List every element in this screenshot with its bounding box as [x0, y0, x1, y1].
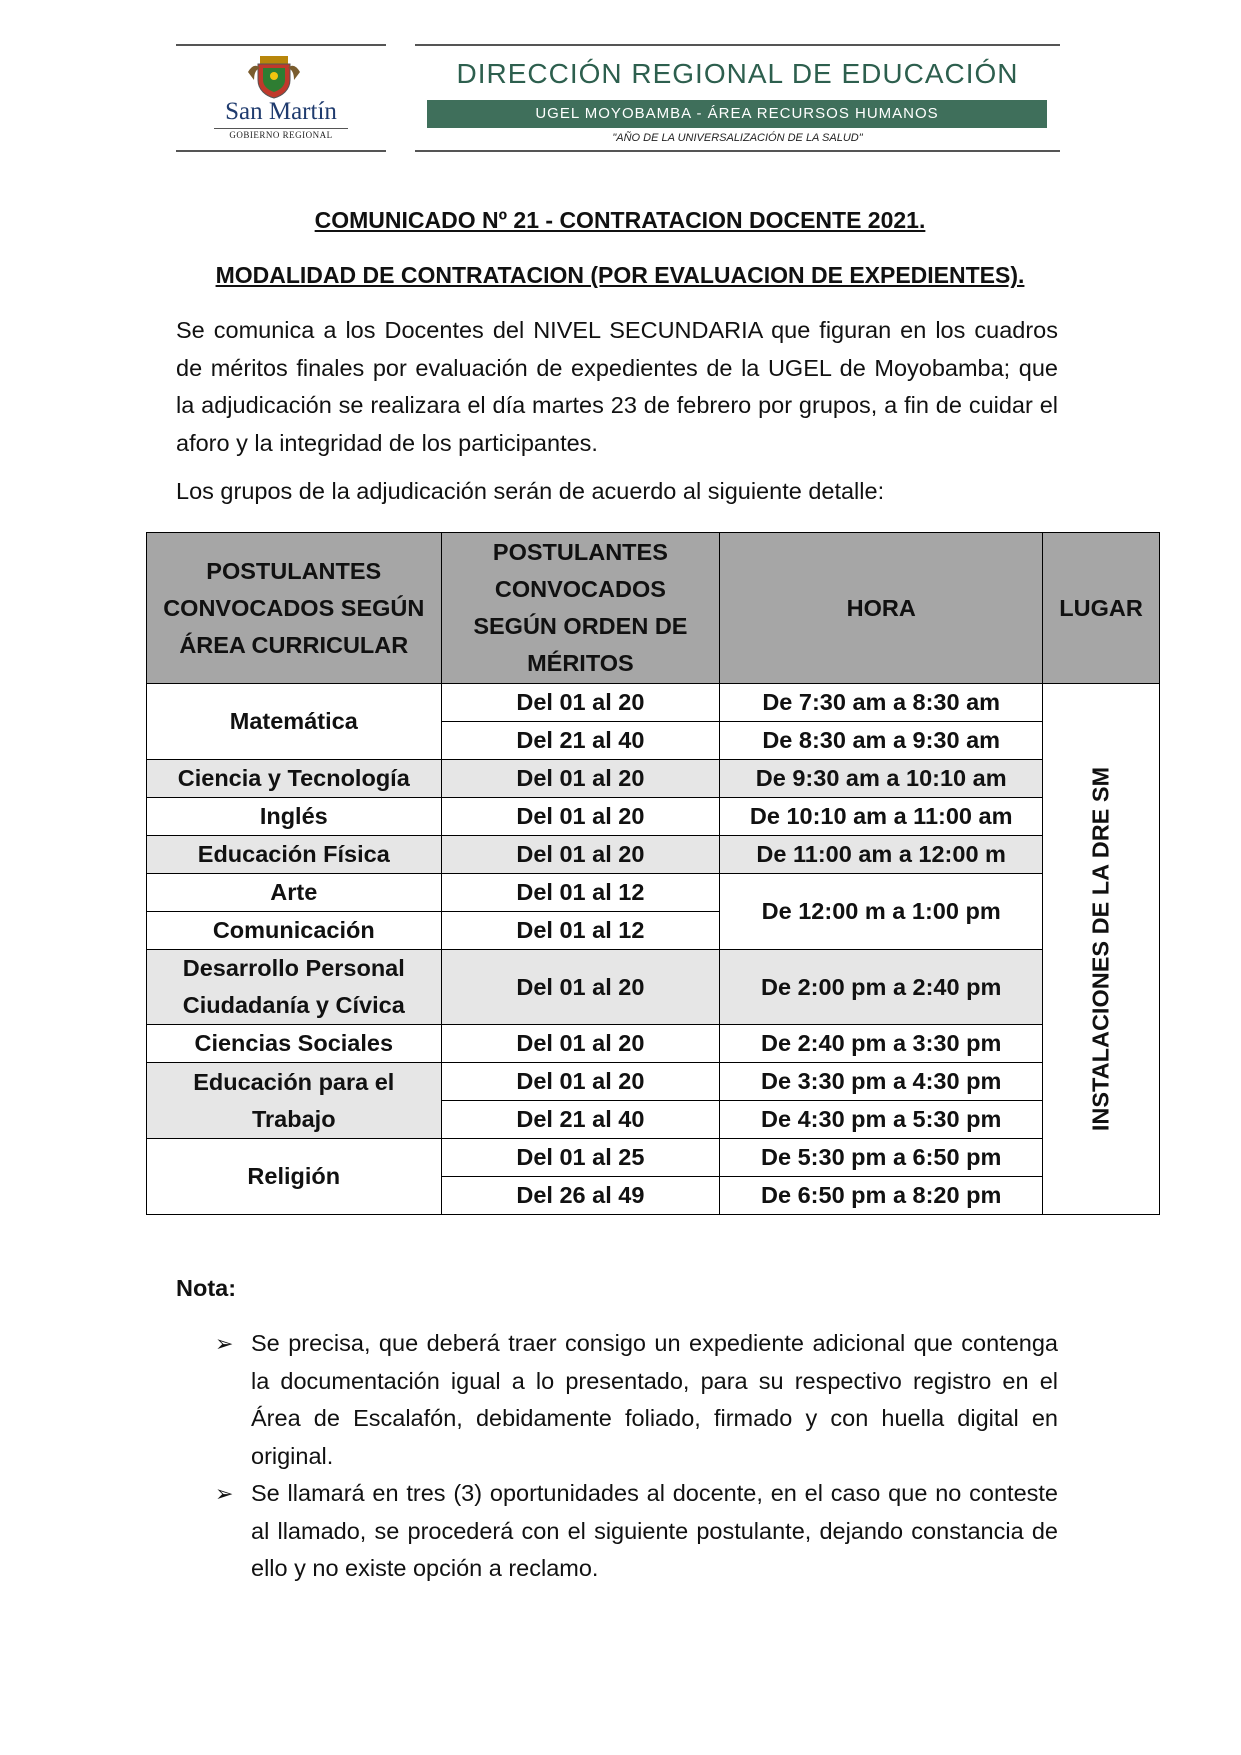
note-text: Se precisa, que deberá traer consigo un expediente adicional que contenga la documentación igual a lo presentado, para su respectivo registro en el Área de Escalafón, debidamente foliado, firmado y con huella digital en original. [251, 1330, 1058, 1469]
logo-name: San Martín [225, 98, 337, 125]
document-title: COMUNICADO Nº 21 - CONTRATACION DOCENTE 2021. [314, 207, 926, 233]
orden-cell: Del 01 al 20 [441, 950, 720, 1025]
orden-cell: Del 01 al 20 [441, 684, 720, 722]
table-row [147, 760, 1160, 798]
table-row [147, 1063, 1160, 1101]
table-row [147, 836, 1160, 874]
header-hora: HORA [720, 533, 1043, 684]
note-text: Se llamará en tres (3) oportunidades al docente, en el caso que no conteste al llamado, se procederá con el siguiente postulante, dejando constancia de ello y no existe opción a reclamo. [251, 1480, 1058, 1581]
table-row [147, 874, 1160, 912]
orden-cell: Del 21 al 40 [441, 722, 720, 760]
lugar-text: INSTALACIONES DE LA DRE SM [1087, 766, 1114, 1132]
hora-cell: De 8:30 am a 9:30 am [720, 722, 1043, 760]
year-motto: "AÑO DE LA UNIVERSALIZACIÓN DE LA SALUD" [612, 132, 863, 144]
area-cell: Inglés [147, 798, 442, 836]
area-cell: Religión [147, 1139, 442, 1215]
orden-cell: Del 01 al 20 [441, 798, 720, 836]
hora-cell: De 10:10 am a 11:00 am [720, 798, 1043, 836]
hora-cell: De 12:00 m a 1:00 pm [720, 874, 1043, 950]
header-orden: POSTULANTES CONVOCADOS SEGÚN ORDEN DE MÉRITOS [441, 533, 720, 684]
hora-cell: De 11:00 am a 12:00 m [720, 836, 1043, 874]
orden-cell: Del 26 al 49 [441, 1177, 720, 1215]
header-lugar: LUGAR [1043, 533, 1160, 684]
institution-title: DIRECCIÓN REGIONAL DE EDUCACIÓN [456, 58, 1019, 89]
hora-cell: De 9:30 am a 10:10 am [720, 760, 1043, 798]
arrow-bullet-icon: ➢ [215, 1331, 234, 1356]
area-cell: Educación Física [147, 836, 442, 874]
header-area: POSTULANTES CONVOCADOS SEGÚN ÁREA CURRICULAR [147, 533, 442, 684]
hora-cell: De 5:30 pm a 6:50 pm [720, 1139, 1043, 1177]
list-item [215, 1475, 1058, 1588]
lugar-cell [1043, 684, 1160, 1215]
area-cell: Ciencias Sociales [147, 1025, 442, 1063]
san-martin-logo [176, 44, 386, 152]
list-item [215, 1325, 1058, 1475]
logo-divider [214, 128, 348, 129]
hora-cell: De 2:00 pm a 2:40 pm [720, 950, 1043, 1025]
hora-cell: De 7:30 am a 8:30 am [720, 684, 1043, 722]
logo-subtitle: GOBIERNO REGIONAL [229, 130, 333, 140]
table-header-row [147, 533, 1160, 684]
table-row [147, 1025, 1160, 1063]
orden-cell: Del 01 al 12 [441, 874, 720, 912]
orden-cell: Del 01 al 12 [441, 912, 720, 950]
table-row [147, 1139, 1160, 1177]
orden-cell: Del 01 al 20 [441, 1063, 720, 1101]
orden-cell: Del 01 al 25 [441, 1139, 720, 1177]
area-cell: Matemática [147, 684, 442, 760]
note-list [215, 1325, 1058, 1588]
hora-cell: De 2:40 pm a 3:30 pm [720, 1025, 1043, 1063]
area-cell: Desarrollo Personal Ciudadanía y Cívica [147, 950, 442, 1025]
intro-paragraph: Se comunica a los Docentes del NIVEL SECUNDARIA que figuran en los cuadros de méritos finales por evaluación de expedientes de la UGEL de Moyobamba; que la adjudicación se realizara el día martes 23 de febrero por grupos, a fin de cuidar el aforo y la integridad de los participantes. [176, 317, 1058, 456]
orden-cell: Del 01 al 20 [441, 760, 720, 798]
table-row [147, 798, 1160, 836]
orden-cell: Del 21 al 40 [441, 1101, 720, 1139]
hora-cell: De 6:50 pm a 8:20 pm [720, 1177, 1043, 1215]
orden-cell: Del 01 al 20 [441, 836, 720, 874]
orden-cell: Del 01 al 20 [441, 1025, 720, 1063]
document-subtitle: MODALIDAD DE CONTRATACION (POR EVALUACION DE EXPEDIENTES). [215, 262, 1025, 288]
hora-cell: De 4:30 pm a 5:30 pm [720, 1101, 1043, 1139]
table-row [147, 684, 1160, 722]
hora-cell: De 3:30 pm a 4:30 pm [720, 1063, 1043, 1101]
table-row [147, 950, 1160, 1025]
arrow-bullet-icon: ➢ [215, 1481, 234, 1506]
schedule-table [146, 532, 1160, 1215]
area-cell: Comunicación [147, 912, 442, 950]
institution-header [415, 44, 1060, 152]
area-cell: Ciencia y Tecnología [147, 760, 442, 798]
table-lead-text: Los grupos de la adjudicación serán de acuerdo al siguiente detalle: [176, 478, 885, 504]
note-label: Nota: [176, 1275, 237, 1301]
coat-of-arms-icon [246, 52, 302, 100]
department-bar: UGEL MOYOBAMBA - ÁREA RECURSOS HUMANOS [427, 100, 1047, 128]
area-cell: Arte [147, 874, 442, 912]
area-cell: Educación para el Trabajo [147, 1063, 442, 1139]
